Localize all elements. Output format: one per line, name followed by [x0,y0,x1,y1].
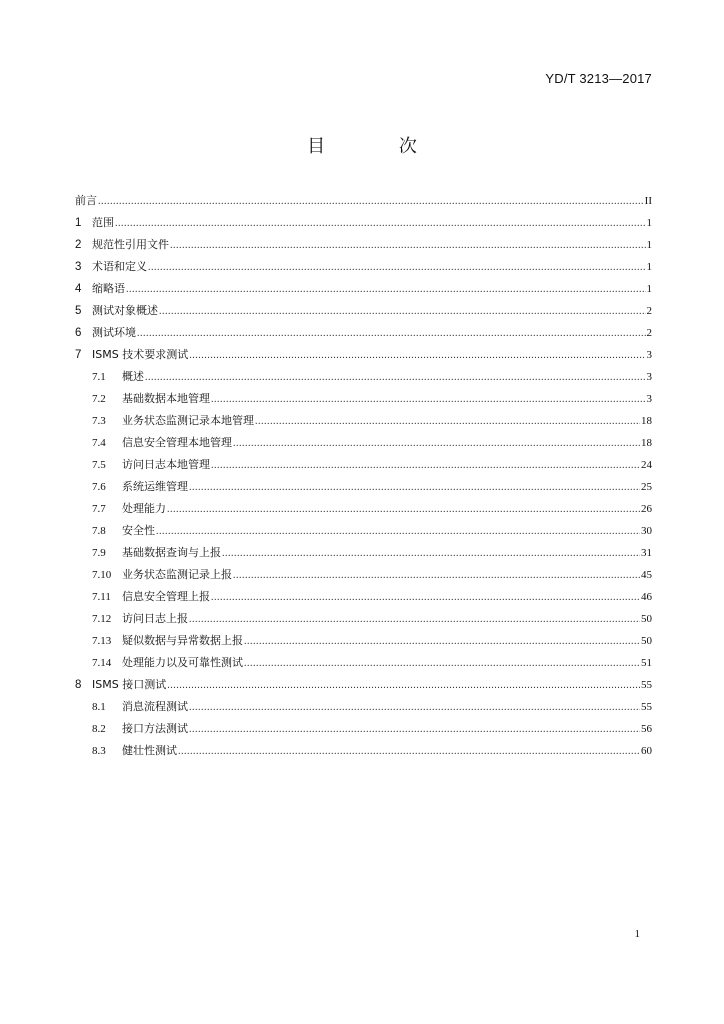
toc-entry-number: 4 [75,283,82,295]
toc-dot-leader [178,746,640,757]
toc-entry-title: 访问日志本地管理 [122,458,210,471]
toc-entry-title: 接口方法测试 [122,722,188,735]
toc-entry-page: 18 [641,415,652,427]
toc-entry[interactable] [75,698,652,720]
toc-entry-page: 60 [641,745,652,757]
toc-entry-page: 46 [641,591,652,603]
toc-entry-number: 7.5 [92,459,106,471]
toc-entry-page: 2 [646,305,652,317]
toc-entry-number: 7.14 [92,657,112,669]
toc-entry-title: 访问日志上报 [122,612,188,625]
toc-entry-title: 信息安全管理上报 [122,590,210,603]
toc-entry[interactable] [75,522,652,544]
toc-dot-leader [189,614,640,625]
standard-code: YD/T 3213—2017 [545,71,652,86]
toc-entry[interactable] [75,676,652,698]
toc-entry-page: 2 [646,327,652,339]
toc-dot-leader [126,284,646,295]
toc-entry-page: 1 [646,283,652,295]
toc-entry-page: 55 [641,701,652,713]
toc-entry-title: 测试环境 [92,326,136,339]
toc-entry-page: 3 [646,371,652,383]
toc-entry-title: 基础数据本地管理 [122,392,210,405]
toc-entry[interactable] [75,588,652,610]
toc-entry-title: 安全性 [122,524,155,537]
toc-entry-title: ISMS 接口测试 [92,678,167,691]
toc-dot-leader [211,592,640,603]
toc-entry-number: 8.2 [92,723,106,735]
toc-entry-title: 健壮性测试 [122,744,177,757]
toc-dot-leader [167,680,640,691]
toc-entry-number: 6 [75,327,82,339]
toc-dot-leader [148,262,646,273]
toc-entry-page: 30 [641,525,652,537]
toc-entry-number: 5 [75,305,82,317]
toc-entry[interactable] [75,390,652,412]
toc-entry-number: 7.10 [92,569,112,581]
toc-dot-leader [211,394,646,405]
toc-entry-page: 45 [641,569,652,581]
toc-entry-number: 1 [75,217,82,229]
toc-dot-leader [189,724,640,735]
toc-entry-title: 消息流程测试 [122,700,188,713]
toc-entry-page: 1 [646,239,652,251]
toc-dot-leader [222,548,640,559]
toc-entry-number: 8 [75,679,82,691]
toc-dot-leader [233,438,640,449]
toc-entry[interactable] [75,456,652,478]
toc-dot-leader [233,570,640,581]
toc-entry-page: 51 [641,657,652,669]
toc-entry-title: 范围 [92,216,114,229]
toc-entry-number: 2 [75,239,82,251]
toc-dot-leader [255,416,640,427]
toc-entry-title: 测试对象概述 [92,304,158,317]
table-of-contents [75,192,652,764]
toc-entry-number: 7.7 [92,503,106,515]
toc-entry-page: 56 [641,723,652,735]
toc-entry-number: 7.11 [92,591,111,603]
toc-entry-page: 1 [646,217,652,229]
toc-entry[interactable] [75,742,652,764]
toc-entry-number: 7.9 [92,547,106,559]
toc-entry[interactable] [75,434,652,456]
toc-entry-number: 7.2 [92,393,106,405]
toc-dot-leader [137,328,646,339]
toc-dot-leader [189,702,640,713]
toc-entry-title: 缩略语 [92,282,125,295]
toc-entry-page: 18 [641,437,652,449]
toc-entry-title: 基础数据查询与上报 [122,546,221,559]
toc-entry[interactable] [75,412,652,434]
toc-dot-leader [211,460,640,471]
toc-entry-page: 55 [641,679,652,691]
toc-dot-leader [115,218,646,229]
toc-dot-leader [145,372,646,383]
page-number: 1 [634,928,640,940]
toc-entry[interactable] [75,346,652,368]
toc-entry[interactable] [75,192,652,214]
toc-entry-number: 3 [75,261,82,273]
toc-entry[interactable] [75,632,652,654]
toc-entry-number: 8.1 [92,701,106,713]
toc-entry-title: 疑似数据与异常数据上报 [122,634,243,647]
toc-entry[interactable] [75,654,652,676]
toc-entry[interactable] [75,566,652,588]
toc-dot-leader [170,240,646,251]
toc-entry-page: 24 [641,459,652,471]
toc-entry-number: 7.3 [92,415,106,427]
toc-entry-number: 7.6 [92,481,106,493]
toc-dot-leader [159,306,646,317]
toc-entry-page: 50 [641,635,652,647]
toc-entry-page: 50 [641,613,652,625]
toc-dot-leader [167,504,640,515]
toc-entry-title: 业务状态监测记录本地管理 [122,414,254,427]
toc-entry[interactable] [75,478,652,500]
toc-dot-leader [98,196,644,207]
toc-dot-leader [244,636,640,647]
toc-entry-title: 处理能力 [122,502,166,515]
toc-dot-leader [156,526,640,537]
toc-entry-page: 1 [646,261,652,273]
toc-entry-title: 概述 [122,370,144,383]
toc-entry[interactable] [75,236,652,258]
toc-entry-page: II [644,195,652,207]
toc-entry-title: 处理能力以及可靠性测试 [122,656,243,669]
toc-entry[interactable] [75,258,652,280]
toc-entry[interactable] [75,280,652,302]
toc-entry[interactable] [75,302,652,324]
toc-entry[interactable] [75,214,652,236]
toc-entry-title: 业务状态监测记录上报 [122,568,232,581]
toc-entry[interactable] [75,368,652,390]
toc-entry-number: 8.3 [92,745,106,757]
toc-dot-leader [189,482,640,493]
toc-entry[interactable] [75,610,652,632]
toc-entry-page: 25 [641,481,652,493]
toc-entry[interactable] [75,720,652,742]
toc-dot-leader [244,658,640,669]
page-title: 目 次 [307,136,451,157]
toc-entry-page: 3 [646,349,652,361]
toc-entry[interactable] [75,324,652,346]
toc-entry-number: 7.1 [92,371,106,383]
toc-entry-number: 7.13 [92,635,112,647]
toc-entry-title: 前言 [75,194,97,207]
toc-entry-title: ISMS 技术要求测试 [92,348,189,361]
toc-entry-number: 7.8 [92,525,106,537]
toc-entry-title: 规范性引用文件 [92,238,169,251]
toc-entry[interactable] [75,544,652,566]
toc-entry-title: 信息安全管理本地管理 [122,436,232,449]
toc-entry-page: 31 [641,547,652,559]
toc-entry-title: 系统运维管理 [122,480,188,493]
toc-dot-leader [189,350,645,361]
toc-entry[interactable] [75,500,652,522]
toc-entry-number: 7.4 [92,437,106,449]
toc-entry-number: 7.12 [92,613,112,625]
toc-entry-page: 3 [646,393,652,405]
toc-entry-title: 术语和定义 [92,260,147,273]
toc-entry-page: 26 [641,503,652,515]
toc-entry-number: 7 [75,349,82,361]
